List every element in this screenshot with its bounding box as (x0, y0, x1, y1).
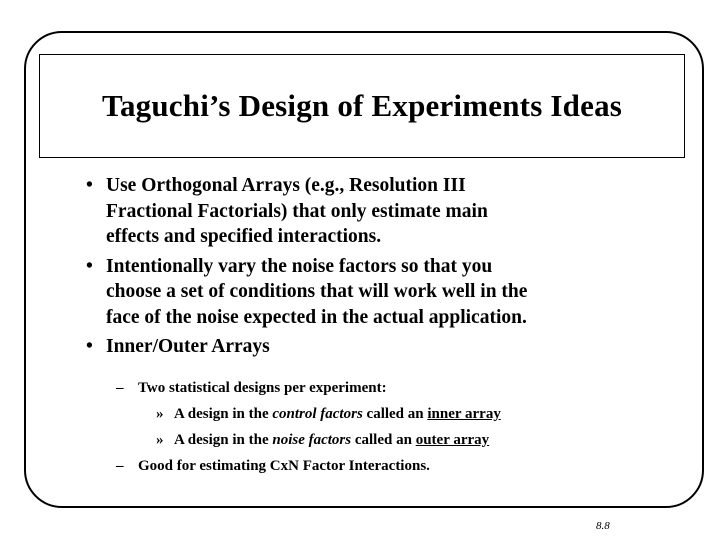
bullet-list (86, 173, 646, 364)
sub-item-text: Two statistical designs per experiment: (138, 380, 387, 396)
sub-list (116, 375, 636, 479)
bullet-line: Fractional Factorials) that only estimate main (106, 200, 488, 222)
bullet-line: Inner/Outer Arrays (106, 336, 270, 357)
dash-marker: – (116, 458, 124, 474)
sub-item-text: Good for estimating CxN Factor Interactions. (138, 458, 430, 474)
sub-item-good-for (116, 453, 636, 479)
raquo-marker: » (156, 432, 164, 448)
slide-title: Taguchi’s Design of Experiments Ideas (101, 88, 623, 123)
subsub-item-outer (116, 427, 636, 453)
bullet-marker: • (86, 175, 93, 196)
bullet-item (86, 334, 646, 360)
bullet-line: Use Orthogonal Arrays (e.g., Resolution III (106, 175, 466, 196)
outer-middle: called an (351, 432, 416, 448)
raquo-marker: » (156, 406, 164, 422)
noise-factors-text: noise factors (272, 432, 352, 448)
bullet-line: choose a set of conditions that will work well in the (106, 281, 528, 302)
inner-middle: called an (362, 406, 428, 422)
bullet-marker: • (86, 336, 93, 357)
control-factors-text: control factors (272, 406, 363, 422)
bullet-item (86, 254, 646, 331)
inner-prefix: A design in the (174, 406, 273, 422)
outer-prefix: A design in the (174, 432, 273, 448)
inner-array-text: inner array (427, 406, 501, 422)
dash-marker: – (116, 380, 124, 396)
title-box (39, 54, 685, 158)
page-number: 8.8 (596, 520, 610, 532)
bullet-item (86, 173, 646, 250)
bullet-marker: • (86, 255, 93, 277)
bullet-line: Intentionally vary the noise factors so that you (106, 255, 493, 277)
subsub-item-inner (116, 401, 636, 427)
outer-array-text: outer array (415, 432, 490, 448)
sub-item-two-designs (116, 375, 636, 401)
bullet-line: face of the noise expected in the actual application. (106, 306, 527, 328)
bullet-line: effects and specified interactions. (106, 226, 382, 247)
